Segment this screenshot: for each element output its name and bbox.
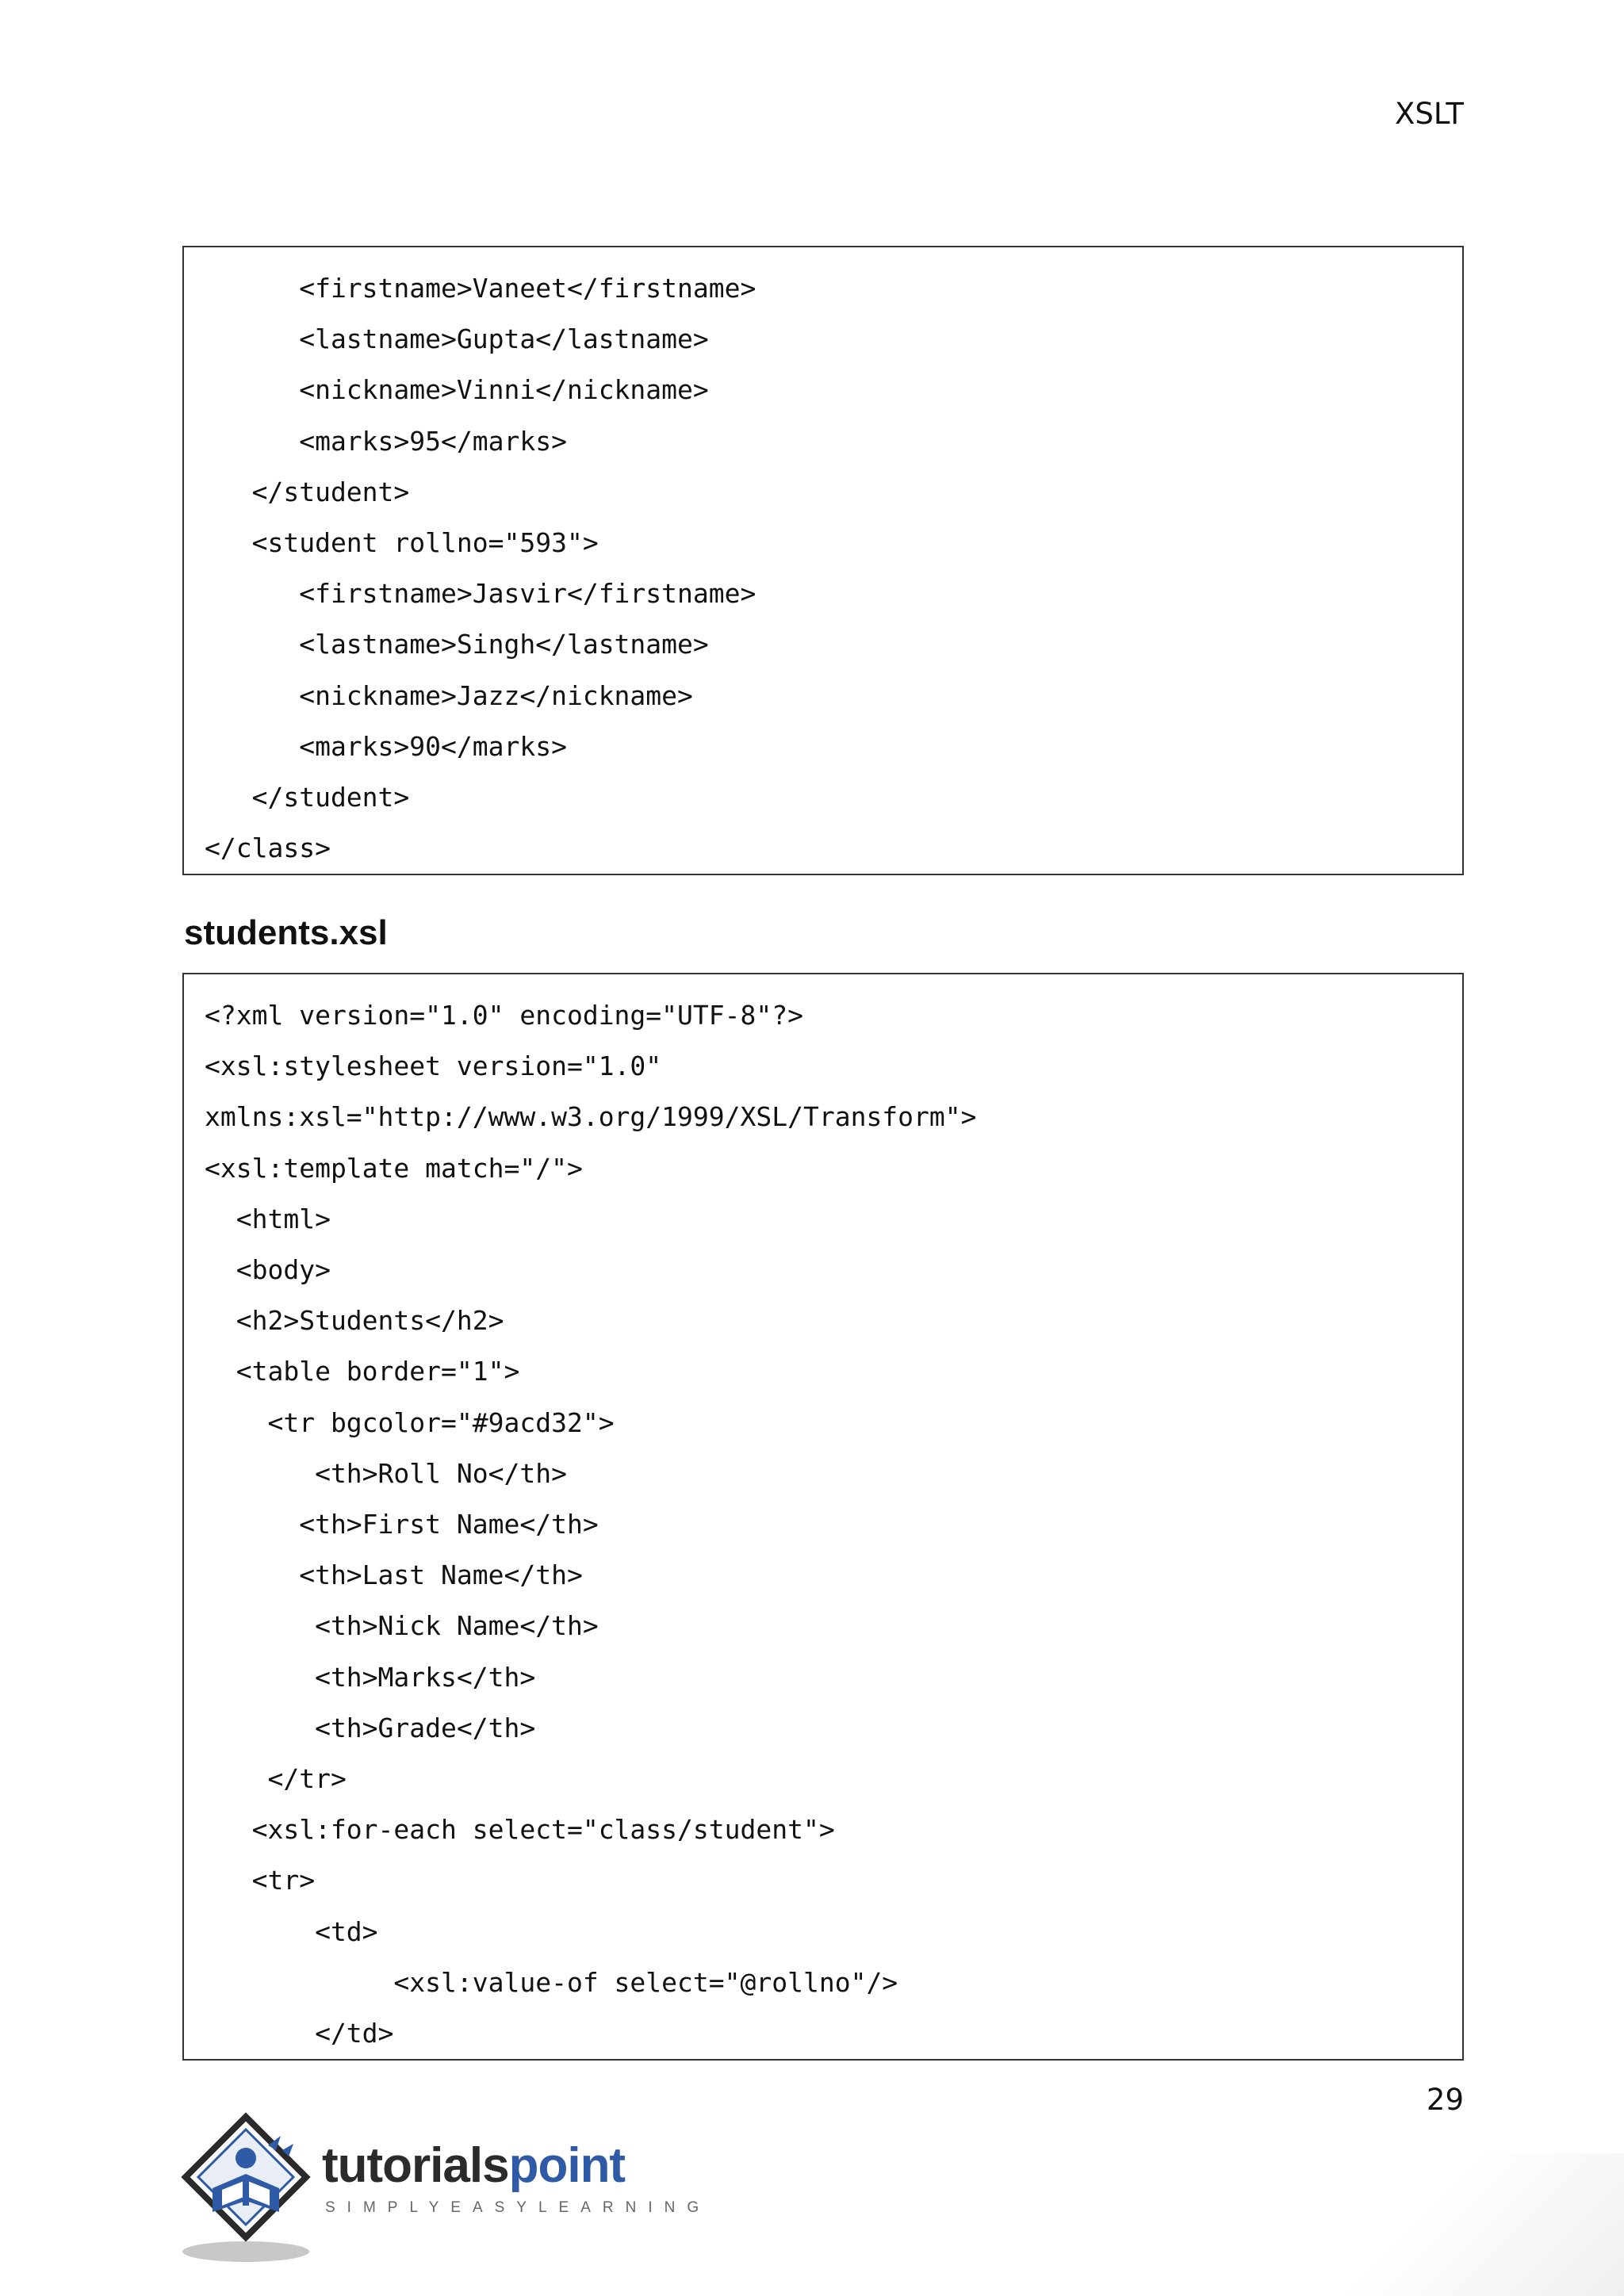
code-line: <?xml version="1.0" encoding="UTF-8"?>: [205, 1000, 803, 1031]
code-line: <th>Last Name</th>: [205, 1559, 583, 1591]
logo-emblem-icon: [181, 2112, 324, 2267]
code-block-xml-continued: [182, 246, 1464, 875]
code-line: <marks>90</marks>: [205, 730, 567, 762]
code-line: <tr bgcolor="#9acd32">: [205, 1406, 615, 1438]
code-line: <firstname>Jasvir</firstname>: [205, 578, 756, 610]
code-line: <xsl:stylesheet version="1.0": [205, 1050, 662, 1082]
code-line: <xsl:template match="/">: [205, 1152, 583, 1184]
code-line: <th>Marks</th>: [205, 1661, 536, 1693]
code-line: <xsl:for-each select="class/student">: [205, 1814, 835, 1846]
code-line: <h2>Students</h2>: [205, 1305, 504, 1337]
page-number: 29: [1426, 2083, 1464, 2117]
code-block-students-xsl: [182, 973, 1464, 2061]
code-line: <nickname>Jazz</nickname>: [205, 679, 693, 711]
code-line: <lastname>Singh</lastname>: [205, 629, 709, 660]
code-line: <firstname>Vaneet</firstname>: [205, 273, 756, 304]
logo-tagline: SIMPLYEASYLEARNING: [325, 2199, 711, 2216]
code-line: <xsl:value-of select="@rollno"/>: [205, 1966, 898, 1998]
code-line: <td>: [205, 1915, 378, 1947]
code-line: <th>Nick Name</th>: [205, 1610, 599, 1642]
running-header: XSLT: [1395, 97, 1464, 131]
logo-wordmark: tutorialspoint: [322, 2138, 626, 2193]
code-line: <body>: [205, 1254, 331, 1285]
tutorialspoint-logo: [181, 2112, 711, 2267]
code-line: <marks>95</marks>: [205, 425, 567, 457]
code-line: <nickname>Vinni</nickname>: [205, 374, 709, 406]
code-line: </student>: [205, 782, 410, 813]
code-line: <student rollno="593">: [205, 527, 599, 558]
code-line: <lastname>Gupta</lastname>: [205, 323, 709, 355]
code-line: </student>: [205, 476, 410, 507]
code-line: </td>: [205, 2018, 394, 2049]
code-line: xmlns:xsl="http://www.w3.org/1999/XSL/Transform">: [205, 1101, 977, 1133]
code-line: </class>: [205, 832, 331, 864]
page-corner-shade: [1291, 2153, 1624, 2296]
code-line: <th>Grade</th>: [205, 1712, 536, 1743]
code-line: </tr>: [205, 1763, 347, 1794]
section-heading: students.xsl: [184, 913, 388, 952]
code-line: <tr>: [205, 1865, 316, 1896]
code-line: <html>: [205, 1203, 331, 1234]
code-line: <th>First Name</th>: [205, 1509, 599, 1540]
code-line: <table border="1">: [205, 1356, 520, 1387]
code-line: <th>Roll No</th>: [205, 1457, 567, 1489]
